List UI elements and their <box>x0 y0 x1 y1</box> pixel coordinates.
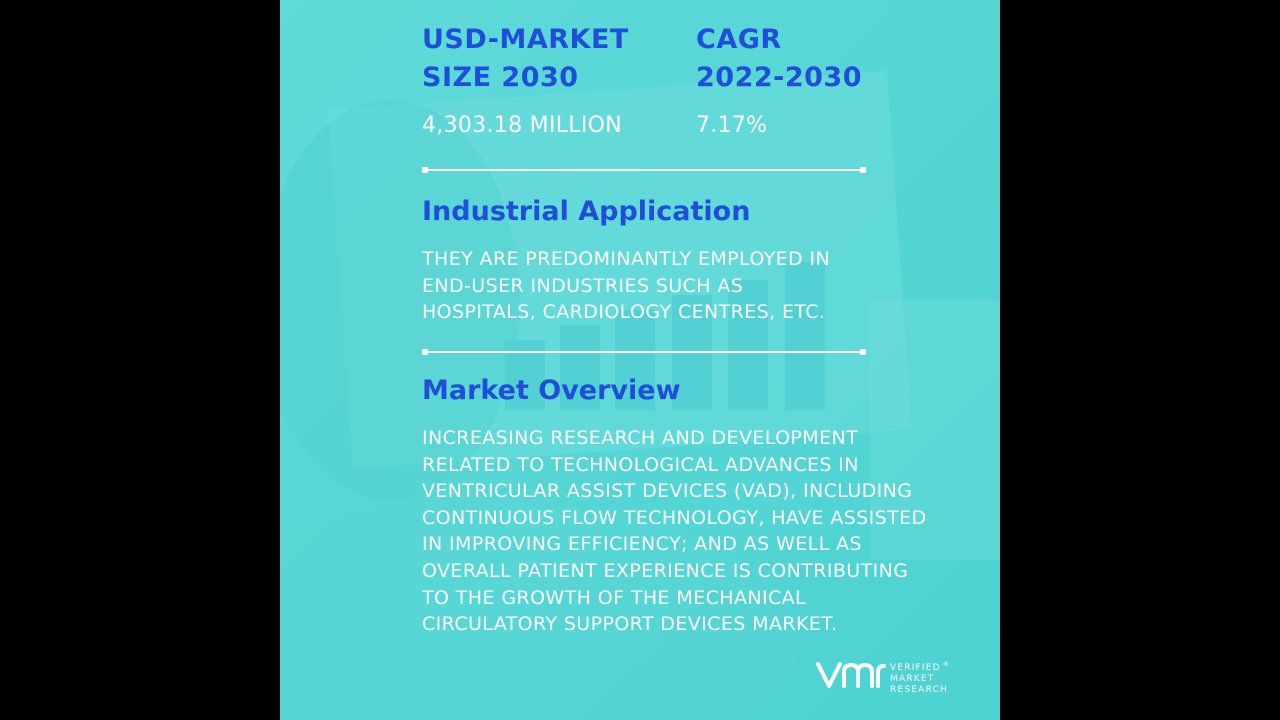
market-size-label-line2: SIZE 2030 <box>422 62 579 93</box>
logo-line3: RESEARCH <box>890 685 948 695</box>
divider-middle <box>424 351 864 353</box>
cagr-label-line2: 2022-2030 <box>696 62 862 93</box>
logo-line2: MARKET <box>890 674 935 684</box>
registered-mark: ® <box>942 661 951 668</box>
logo-text <box>890 659 950 696</box>
industrial-application-text: THEY ARE PREDOMINANTLY EMPLOYED IN END-USER INDUSTRIES SUCH AS HOSPITALS, CARDIOLOGY CENTRES, ETC. <box>422 248 831 324</box>
cagr-label-line1: CAGR <box>696 24 782 55</box>
logo-line1: VERIFIED <box>890 663 941 673</box>
market-size-value: 4,303.18 MILLION <box>422 113 623 138</box>
market-size-label <box>422 21 629 97</box>
divider-top <box>424 169 864 171</box>
market-overview-text: INCREASING RESEARCH AND DEVELOPMENT RELATED TO TECHNOLOGICAL ADVANCES IN VENTRICULAR ASSIST DEVICES (VAD), INCLUDING CONTINUOUS FLOW TECHNOLOGY, HAVE ASSISTED IN IMPROVING EFFICIENCY; AND AS WELL AS OVERALL PATIENT EXPERIENCE IS CONTRIBUTING TO THE GROWTH OF THE MECHANICAL CIRCULATORY SUPPORT DEVICES MARKET. <box>422 427 927 636</box>
verified-market-research-logo <box>816 656 966 696</box>
infographic-panel <box>280 0 1000 720</box>
content-area <box>280 0 1000 720</box>
cagr-label <box>696 21 862 97</box>
industrial-application-title: Industrial Application <box>422 196 751 227</box>
market-size-label-line1: USD-MARKET <box>422 24 629 55</box>
cagr-value: 7.17% <box>696 113 768 138</box>
market-overview-title: Market Overview <box>422 375 681 406</box>
vmr-logo-icon <box>816 656 886 692</box>
